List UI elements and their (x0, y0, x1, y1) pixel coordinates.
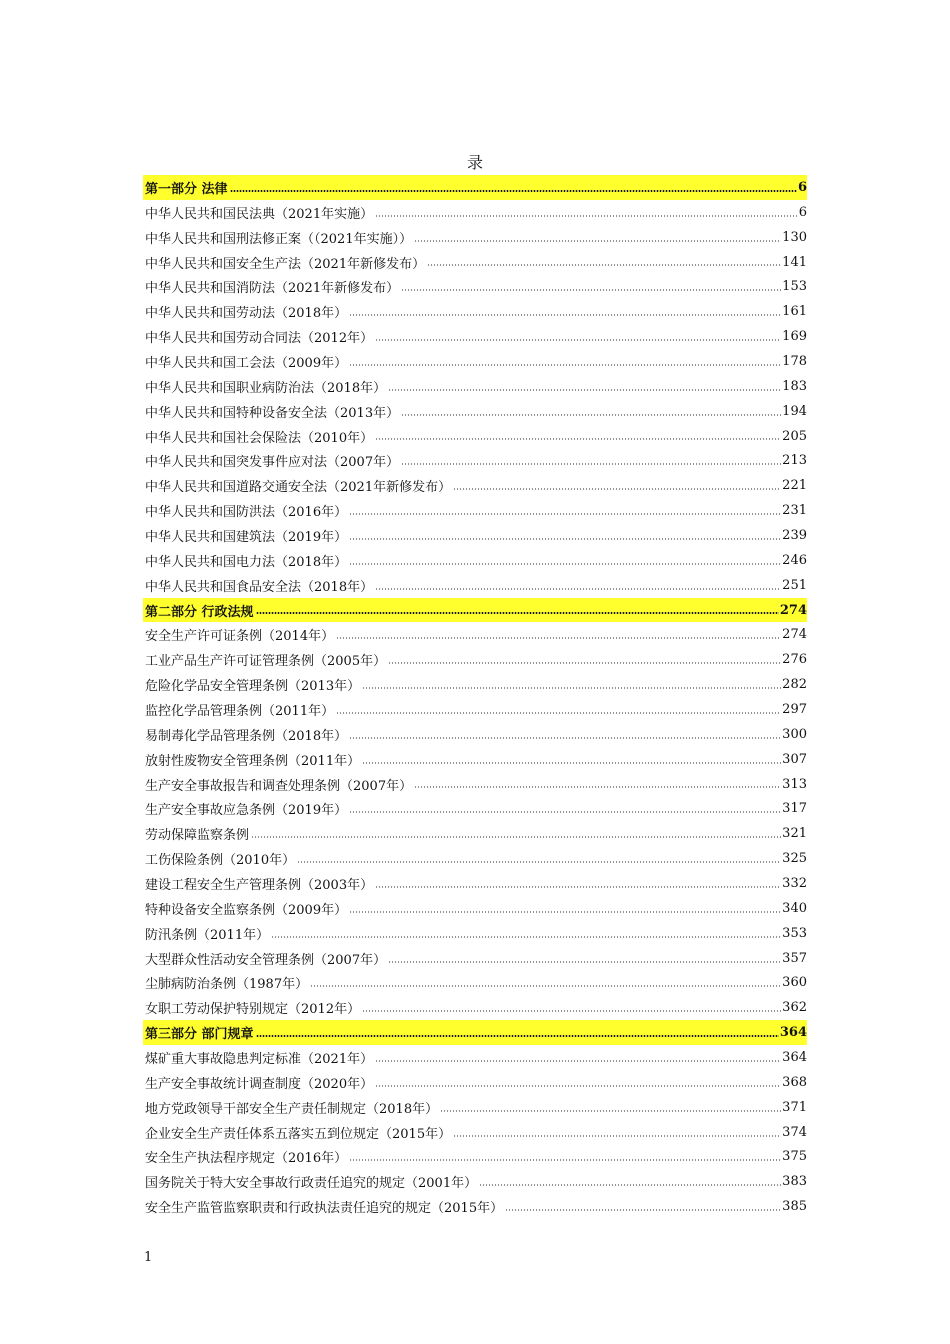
toc-entry[interactable] (143, 722, 807, 747)
toc-entry[interactable] (143, 1045, 807, 1070)
toc-entry-label: 第二部分 行政法规 (145, 604, 254, 620)
toc-entry-label: 中华人民共和国民法典（2021年实施） (145, 206, 374, 222)
toc-entry-label: 安全生产执法程序规定（2016年） (145, 1151, 348, 1167)
toc-entry-label: 中华人民共和国安全生产法（2021年新修发布） (145, 256, 426, 272)
toc-entry-label: 女职工劳动保护特别规定（2012年） (145, 1002, 361, 1018)
dot-leader (349, 737, 781, 739)
toc-entry-label: 放射性废物安全管理条例（2011年） (145, 753, 361, 769)
dot-leader (453, 488, 781, 490)
dot-leader (375, 339, 781, 341)
toc-entry[interactable] (143, 498, 807, 523)
dot-leader (336, 712, 781, 714)
toc-entry-page: 6 (797, 179, 807, 195)
toc-entry-page: 276 (782, 652, 807, 668)
toc-entry-label: 中华人民共和国电力法（2018年） (145, 554, 348, 570)
toc-entry[interactable] (143, 971, 807, 996)
toc-entry-page: 317 (782, 801, 807, 817)
toc-entry-label: 安全生产许可证条例（2014年） (145, 629, 335, 645)
footer-page-number: 1 (144, 1250, 153, 1265)
toc-entry[interactable] (143, 921, 807, 946)
toc-entry[interactable] (143, 349, 807, 374)
toc-entry-page: 375 (782, 1149, 807, 1165)
toc-entry[interactable] (143, 573, 807, 598)
toc-entry[interactable] (143, 1095, 807, 1120)
toc-entry-label: 第一部分 法律 (145, 181, 228, 197)
toc-entry-label: 生产安全事故统计调查制度（2020年） (145, 1076, 374, 1092)
toc-entry-page: 364 (782, 1050, 807, 1065)
dot-leader (349, 364, 781, 366)
toc-entry-label: 中华人民共和国特种设备安全法（2013年） (145, 405, 400, 421)
dot-leader (479, 1184, 781, 1186)
toc-entry[interactable] (143, 1145, 807, 1170)
dot-leader (401, 463, 781, 465)
toc-entry[interactable] (143, 1070, 807, 1095)
toc-entry[interactable] (143, 622, 807, 647)
dot-leader (362, 687, 781, 689)
toc-entry-page: 183 (782, 378, 807, 394)
toc-entry-page: 6 (798, 204, 807, 220)
dot-leader (230, 190, 797, 192)
toc-entry-label: 工伤保险条例（2010年） (145, 853, 296, 869)
toc-entry-page: 246 (782, 552, 807, 568)
toc-entry-page: 371 (782, 1099, 807, 1115)
dot-leader (375, 438, 781, 440)
toc-entry-page: 161 (782, 304, 807, 320)
toc-entry-page: 362 (782, 1000, 807, 1016)
toc-entry-page: 364 (779, 1025, 807, 1041)
table-of-contents (143, 175, 807, 1219)
toc-entry[interactable] (143, 1120, 807, 1145)
toc-entry[interactable] (143, 896, 807, 921)
toc-entry-page: 141 (782, 254, 807, 270)
toc-entry-page: 274 (782, 627, 807, 643)
dot-leader (349, 811, 781, 813)
toc-entry-page: 340 (782, 900, 807, 916)
toc-entry-label: 生产安全事故报告和调查处理条例（2007年） (145, 778, 413, 794)
dot-leader (427, 264, 781, 266)
toc-entry-label: 中华人民共和国劳动合同法（2012年） (145, 331, 374, 347)
toc-entry-label: 中华人民共和国工会法（2009年） (145, 355, 348, 371)
dot-leader (440, 1110, 781, 1112)
toc-entry-label: 安全生产监管监察职责和行政执法责任追究的规定（2015年） (145, 1201, 504, 1217)
toc-entry-label: 中华人民共和国建筑法（2019年） (145, 529, 348, 545)
dot-leader (362, 762, 781, 764)
dot-leader (271, 936, 781, 938)
toc-entry-label: 工业产品生产许可证管理条例（2005年） (145, 654, 387, 670)
dot-leader (388, 662, 781, 664)
toc-entry-label: 监控化学品管理条例（2011年） (145, 703, 335, 719)
dot-leader (251, 836, 781, 838)
dot-leader (349, 314, 781, 316)
toc-entry[interactable] (143, 821, 807, 846)
toc-entry[interactable] (143, 299, 807, 324)
dot-leader (375, 886, 781, 888)
toc-entry-page: 130 (782, 229, 807, 245)
toc-entry-label: 中华人民共和国刑法修正案（（2021年实施）） (145, 231, 413, 247)
toc-entry[interactable] (143, 324, 807, 349)
toc-entry-label: 中华人民共和国职业病防治法（2018年） (145, 380, 387, 396)
toc-entry-label: 第三部分 部门规章 (145, 1027, 254, 1043)
toc-entry-page: 194 (782, 403, 807, 419)
toc-entry[interactable] (143, 424, 807, 449)
dot-leader (375, 1060, 781, 1062)
toc-entry-page: 213 (782, 453, 807, 469)
toc-section-heading[interactable] (143, 1020, 807, 1045)
toc-section-heading[interactable] (143, 598, 807, 623)
toc-entry-label: 企业安全生产责任体系五落实五到位规定（2015年） (145, 1126, 452, 1142)
toc-entry-page: 221 (782, 478, 807, 494)
toc-entry-label: 大型群众性活动安全管理条例（2007年） (145, 952, 387, 968)
dot-leader (349, 513, 781, 515)
dot-leader (362, 1010, 781, 1012)
toc-section-heading[interactable] (143, 175, 807, 200)
toc-entry-page: 374 (782, 1124, 807, 1140)
toc-entry-page: 274 (779, 602, 807, 618)
toc-entry-label: 特种设备安全监察条例（2009年） (145, 902, 348, 918)
dot-leader (349, 563, 781, 565)
dot-leader (336, 637, 781, 639)
dot-leader (414, 786, 781, 788)
toc-entry-label: 国务院关于特大安全事故行政责任追究的规定（2001年） (145, 1176, 478, 1192)
toc-entry[interactable] (143, 1194, 807, 1219)
toc-entry-page: 385 (782, 1199, 807, 1215)
toc-entry-page: 205 (782, 428, 807, 444)
toc-entry[interactable] (143, 697, 807, 722)
toc-entry-page: 313 (782, 776, 807, 792)
dot-leader (388, 389, 781, 391)
toc-entry-page: 169 (782, 329, 807, 345)
toc-entry[interactable] (143, 796, 807, 821)
dot-leader (505, 1209, 781, 1211)
toc-entry-label: 中华人民共和国防洪法（2016年） (145, 505, 348, 521)
toc-entry-label: 煤矿重大事故隐患判定标准（2021年） (145, 1052, 374, 1067)
toc-entry[interactable] (143, 225, 807, 250)
toc-entry[interactable] (143, 250, 807, 275)
toc-entry-label: 地方党政领导干部安全生产责任制规定（2018年） (145, 1101, 439, 1117)
dot-leader (388, 961, 781, 963)
toc-entry-label: 中华人民共和国道路交通安全法（2021年新修发布） (145, 480, 452, 496)
dot-leader (256, 1035, 779, 1037)
toc-entry-page: 239 (782, 527, 807, 543)
dot-leader (414, 240, 781, 242)
toc-entry-label: 易制毒化学品管理条例（2018年） (145, 728, 348, 744)
toc-entry-page: 307 (782, 751, 807, 767)
dot-leader (375, 215, 798, 217)
dot-leader (401, 414, 781, 416)
toc-entry-label: 尘肺病防治条例（1987年） (145, 977, 309, 993)
toc-entry[interactable] (143, 200, 807, 225)
toc-entry[interactable] (143, 846, 807, 871)
toc-entry-label: 中华人民共和国突发事件应对法（2007年） (145, 455, 400, 471)
toc-entry[interactable] (143, 672, 807, 697)
toc-entry[interactable] (143, 523, 807, 548)
toc-entry-page: 231 (782, 503, 807, 519)
toc-entry-page: 332 (782, 875, 807, 891)
toc-entry[interactable] (143, 995, 807, 1020)
toc-entry[interactable] (143, 374, 807, 399)
toc-entry[interactable] (143, 274, 807, 299)
toc-entry-label: 危险化学品安全管理条例（2013年） (145, 679, 361, 695)
toc-entry-label: 中华人民共和国社会保险法（2010年） (145, 430, 374, 446)
toc-entry-label: 中华人民共和国消防法（2021年新修发布） (145, 281, 400, 297)
toc-entry-page: 383 (782, 1174, 807, 1190)
toc-entry[interactable] (143, 448, 807, 473)
toc-entry[interactable] (143, 399, 807, 424)
toc-entry-page: 357 (782, 950, 807, 966)
toc-entry[interactable] (143, 1169, 807, 1194)
toc-entry[interactable] (143, 747, 807, 772)
toc-entry-page: 300 (782, 726, 807, 742)
toc-title: 录 (466, 153, 483, 172)
toc-entry-page: 368 (782, 1074, 807, 1090)
toc-entry-page: 325 (782, 851, 807, 867)
toc-entry[interactable] (143, 647, 807, 672)
toc-entry-label: 建设工程安全生产管理条例（2003年） (145, 877, 374, 893)
toc-entry-label: 生产安全事故应急条例（2019年） (145, 803, 348, 819)
dot-leader (297, 861, 781, 863)
toc-entry[interactable] (143, 548, 807, 573)
dot-leader (310, 985, 781, 987)
toc-entry[interactable] (143, 473, 807, 498)
toc-entry-page: 353 (782, 925, 807, 941)
toc-entry-page: 360 (782, 975, 807, 991)
toc-entry-label: 劳动保障监察条例 (145, 828, 250, 844)
toc-entry[interactable] (143, 946, 807, 971)
dot-leader (349, 911, 781, 913)
toc-entry-label: 防汛条例（2011年） (145, 927, 270, 943)
dot-leader (375, 588, 781, 590)
dot-leader (256, 612, 779, 614)
dot-leader (349, 1159, 781, 1161)
toc-entry-page: 178 (782, 353, 807, 369)
dot-leader (375, 1085, 781, 1087)
toc-entry-page: 297 (782, 701, 807, 717)
toc-entry-page: 251 (782, 577, 807, 593)
toc-entry[interactable] (143, 772, 807, 797)
toc-entry-label: 中华人民共和国食品安全法（2018年） (145, 579, 374, 595)
dot-leader (401, 289, 781, 291)
toc-entry-page: 321 (782, 826, 807, 842)
toc-entry[interactable] (143, 871, 807, 896)
toc-entry-page: 282 (782, 677, 807, 693)
dot-leader (349, 538, 781, 540)
dot-leader (453, 1135, 781, 1137)
toc-entry-label: 中华人民共和国劳动法（2018年） (145, 306, 348, 322)
toc-entry-page: 153 (782, 279, 807, 295)
